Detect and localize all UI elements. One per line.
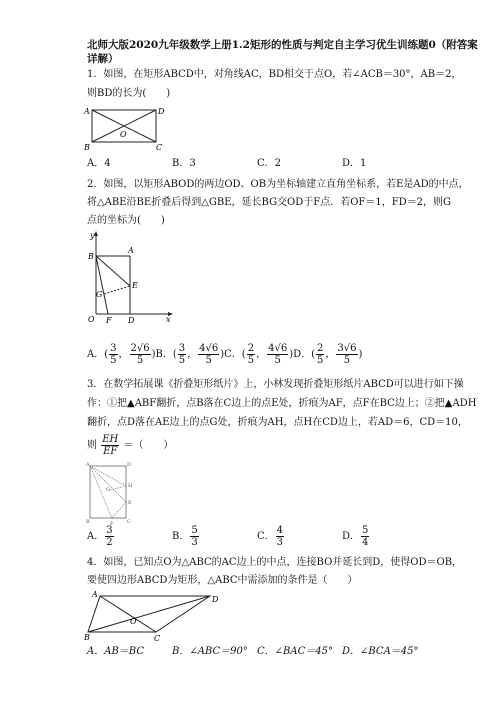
q3-label-d: D — [127, 462, 132, 468]
q3-text-line2: 作：①把▲ABF翻折，点B落在C边上的点E处，折痕为AF，点F在BC边上；②把▲ADH — [87, 398, 477, 409]
q4-label-b: B — [84, 633, 90, 642]
q3-option-a[interactable]: A． $\frac{3}{2}$ — [87, 525, 113, 548]
q2-options-row — [87, 343, 362, 366]
q2-label-x: x — [166, 315, 171, 324]
q4-label-o: O — [130, 617, 137, 626]
q2-label-o: O — [88, 315, 95, 324]
q1-label-c: C — [156, 143, 163, 152]
q3-suffix: ＝（ ） — [123, 440, 174, 451]
q2-opt-c-prefix: )C．( — [220, 349, 246, 360]
q1-label-b: B — [84, 143, 90, 152]
q1-option-c[interactable]: C．2 — [257, 158, 282, 169]
q1-option-b[interactable]: B．3 — [172, 158, 196, 169]
q4-text-line1: 4．如图，已知点O为△ABC的AC边上的中点，连接BO并延长到D，使得OD＝OB， — [87, 557, 463, 568]
q2-opt-d-prefix: )D．( — [289, 349, 316, 360]
q2-opt-d-y: $\frac{3√6}{5}$ — [337, 343, 357, 366]
q4-text-line2: 要使四边形ABCD为矩形，△ABC中需添加的条件是（ ） — [87, 575, 358, 586]
q1-label-d: D — [158, 107, 165, 116]
q2-option-c[interactable] — [220, 343, 289, 366]
q3-label-f: F — [110, 521, 114, 527]
q4-option-b[interactable]: B．∠ABC＝90° — [172, 646, 248, 657]
q1-rectangle-figure — [86, 104, 166, 150]
q2-label-g: G — [96, 290, 103, 299]
q2-option-d[interactable] — [289, 343, 363, 366]
q2-text-line2: 将△ABE沿BE折叠后得到△GBE，延长BG交OD于F点．若OF＝1，FD＝2，则G — [87, 197, 452, 208]
q2-label-d: D — [128, 316, 135, 325]
q2-opt-c-comma: ， — [256, 349, 267, 360]
q3-option-b[interactable]: B． $\frac{5}{3}$ — [172, 525, 198, 548]
q3-option-d[interactable]: D． $\frac{5}{4}$ — [342, 525, 369, 548]
q2-opt-a-prefix: A．( — [87, 349, 109, 360]
q3-label-b: B — [86, 519, 90, 525]
q4-option-d[interactable]: D．∠BCA＝45° — [342, 646, 419, 657]
q2-option-a[interactable] — [87, 343, 152, 366]
q4-parallelogram-figure — [86, 590, 220, 642]
q2-label-f: F — [106, 316, 112, 325]
q2-opt-d-x: $\frac{2}{5}$ — [317, 343, 324, 366]
q4-option-c[interactable]: C．∠BAC＝45° — [257, 646, 333, 657]
q2-option-b[interactable] — [151, 343, 221, 366]
document-title-cont: 详解） — [87, 53, 119, 65]
q1-option-d[interactable]: D．1 — [342, 158, 367, 169]
q3-label-c: C — [127, 519, 131, 525]
q3-text-line1: 3．在数学拓展课《折叠矩形纸片》上，小林发现折叠矩形纸片ABCD可以进行如下操 — [87, 379, 464, 390]
q2-opt-a-comma: ， — [118, 349, 129, 360]
q2-opt-a-y: $\frac{2√6}{5}$ — [130, 343, 150, 366]
q4-label-c: C — [154, 634, 161, 643]
q2-opt-c-x: $\frac{2}{5}$ — [247, 343, 255, 366]
q3-text-line3: 翻折，点D落在AE边上的点G处，折痕为AH，点H在CD边上，若AD＝6，CD＝10， — [87, 417, 468, 428]
q2-opt-d-end: ) — [358, 349, 363, 360]
q2-opt-c-y: $\frac{4√6}{5}$ — [268, 343, 288, 366]
q2-label-y: y — [90, 231, 95, 240]
q2-opt-b-y: $\frac{4√6}{5}$ — [199, 343, 219, 366]
q2-label-a: A — [128, 246, 134, 255]
q2-opt-a-x: $\frac{3}{5}$ — [110, 343, 117, 366]
q3-label-g: G — [106, 487, 110, 493]
q3-prefix: 则 — [87, 440, 97, 451]
q2-label-e: E — [132, 281, 138, 290]
q2-text-line3: 点的坐标为( ) — [87, 215, 165, 226]
document-title: 北师大版2020九年级数学上册1.2矩形的性质与判定自主学习优生训练题0（附答案 — [87, 39, 478, 51]
q3-text-line4 — [87, 434, 173, 457]
q1-label-o: O — [120, 130, 127, 139]
q1-text-line1: 1．如图，在矩形ABCD中，对角线AC，BD相交于点O，若∠ACB＝30°，AB＝2， — [87, 69, 462, 80]
q1-option-a[interactable]: A．4 — [87, 158, 111, 169]
q3-label-e: E — [128, 500, 132, 506]
q1-label-a: A — [84, 107, 90, 116]
q1-text-line2: 则BD的长为( ) — [87, 88, 171, 99]
q2-opt-b-x: $\frac{3}{5}$ — [178, 343, 186, 366]
q3-folding-figure — [86, 462, 136, 527]
q4-option-a[interactable]: A．AB＝BC — [87, 646, 144, 657]
q2-label-b: B — [88, 252, 94, 261]
q3-label-h: H — [128, 483, 133, 489]
q2-text-line1: 2．如图，以矩形ABOD的两边OD、OB为坐标轴建立直角坐标系，若E是AD的中点， — [87, 179, 469, 190]
q3-ratio-fraction: $\frac{EH}{EF}$ — [102, 434, 119, 457]
q4-label-a: A — [92, 590, 98, 599]
q4-label-d: D — [212, 595, 219, 604]
q3-option-c[interactable]: C． $\frac{4}{3}$ — [257, 525, 284, 548]
q2-opt-b-comma: ， — [187, 349, 198, 360]
q2-opt-b-prefix: )B．( — [151, 349, 177, 360]
q2-coordinate-figure — [86, 230, 186, 324]
q2-opt-d-comma: ， — [325, 349, 336, 360]
q3-label-a: A — [86, 462, 90, 468]
